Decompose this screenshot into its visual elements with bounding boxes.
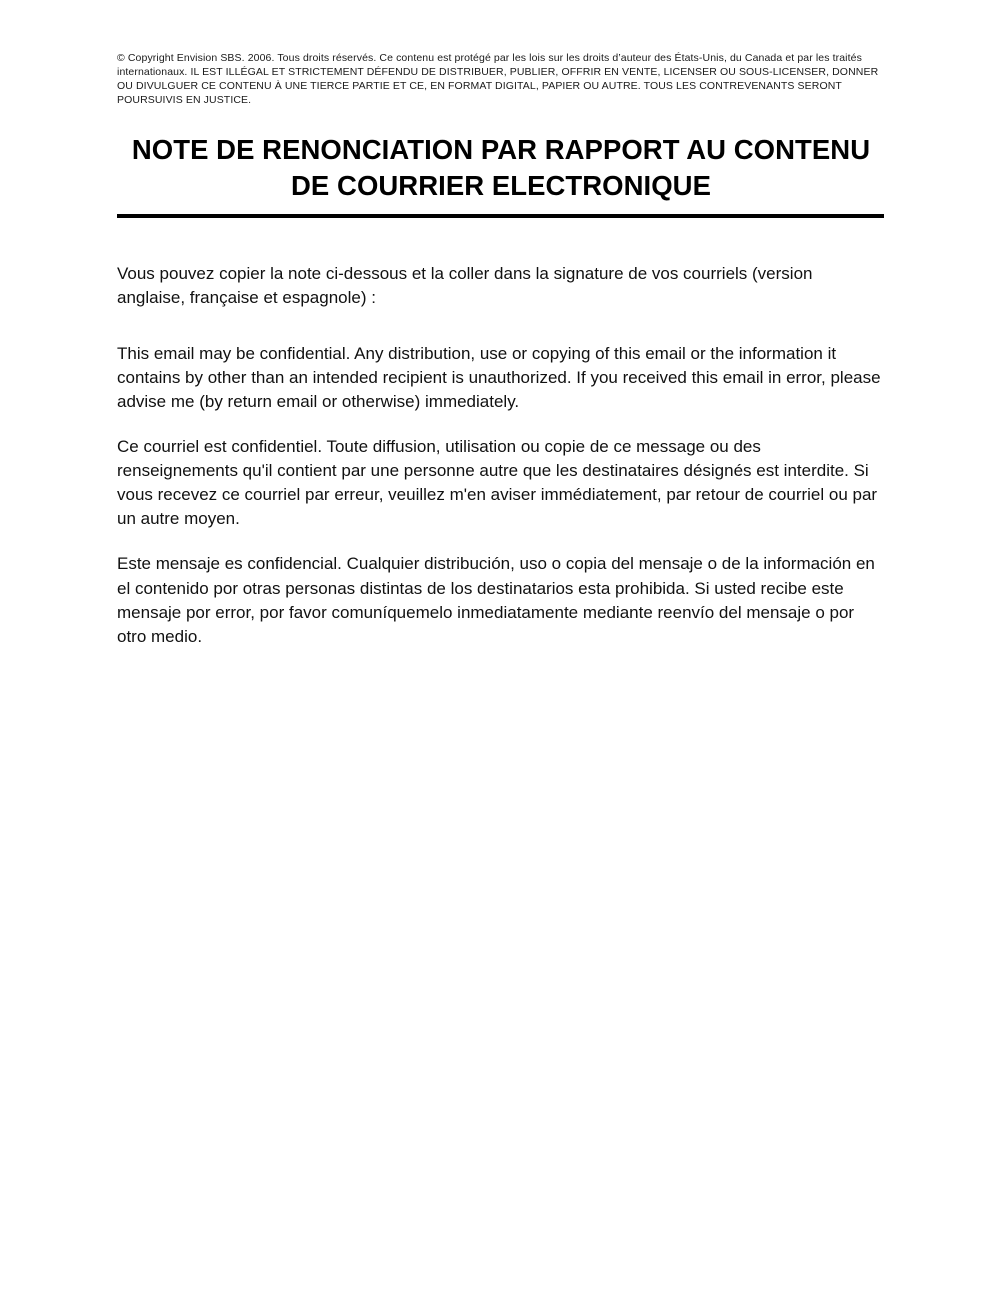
document-body: [117, 262, 885, 649]
spacer: [117, 311, 885, 342]
spacer: [117, 531, 885, 552]
document-content: [117, 52, 885, 649]
title-divider: [117, 214, 884, 218]
intro-paragraph: Vous pouvez copier la note ci-dessous et la coller dans la signature de vos courriels (version anglaise, française et espagnole) :: [117, 264, 813, 308]
disclaimer-paragraph-french: Ce courriel est confidentiel. Toute diffusion, utilisation ou copie de ce message ou des renseignements qu'il contient par une personne autre que les destinataires désignés est interdite. Si vous recevez ce courriel par erreur, veuillez m'en aviser immédiatement, par retour de courriel ou par un autre moyen.: [117, 436, 878, 529]
page-title: NOTE DE RENONCIATION PAR RAPPORT AU CONTENU DE COURRIER ELECTRONIQUE: [131, 133, 871, 201]
disclaimer-paragraph-spanish: Este mensaje es confidencial. Cualquier distribución, uso o copia del mensaje o de la información en el contenido por otras personas distintas de los destinatarios esta prohibida. Si usted recibe este mensaje por error, por favor comuníquemelo inmediatamente mediante reenvío del mensaje o por otro medio.: [117, 554, 875, 646]
spacer: [117, 414, 885, 435]
copyright-notice: © Copyright Envision SBS. 2006. Tous droits réservés. Ce contenu est protégé par les lois sur les droits d’auteur des États-Unis, du Canada et par les traités internationaux. IL EST ILLÉGAL ET STRICTEMENT DÉFENDU DE DISTRIBUER, PUBLIER, OFFRIR EN VENTE, LICENSER OU SOUS-LICENSER, DONNER OU DIVULGUER CE CONTENU À UNE TIERCE PARTIE ET CE, EN FORMAT DIGITAL, PAPIER OU AUTRE. TOUS LES CONTREVENANTS SERONT POURSUIVIS EN JUSTICE.: [117, 52, 879, 106]
disclaimer-paragraph-english: This email may be confidential. Any distribution, use or copying of this email or the information it contains by other than an intended recipient is unauthorized. If you received this email in error, please advise me (by return email or otherwise) immediately.: [117, 343, 881, 411]
